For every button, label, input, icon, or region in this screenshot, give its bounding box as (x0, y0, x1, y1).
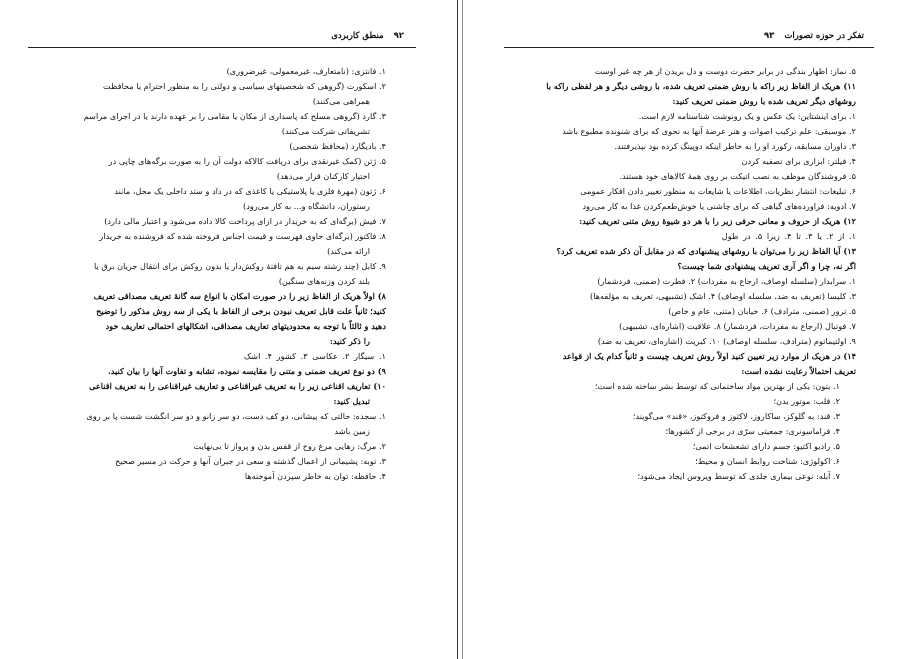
text-line: ۱۱) هریک از الفاظ زیر راکه با روش ضمنی تعریف شده، با روشی دیگر و هر لفظی راکه با (546, 81, 856, 91)
text-line: ۳. قند: به گلوکز، ساکاروز، لاکتوز و فروکتوز، «قند» می‌گویند؛ (632, 411, 840, 421)
text-line: ۱. سجده: حالتی که پیشانی، دو کف دست، دو سر زانو و دو سر انگشت شست پا بر روی (86, 411, 386, 421)
text-line: اگر نه، چرا و اگر آری تعریف پیشنهادی شما چیست؟ (677, 261, 856, 271)
text-line: ۲. اسکورت (گروهی که شخصیتهای سیاسی و دولتی را به منظور احترام یا محافظت (102, 81, 386, 91)
right-page (464, 0, 916, 659)
left-page (0, 0, 456, 659)
text-line: کنید؛ ثانیاً علت قابل تعریف نبودن برخی از الفاظ با یکی از سه روش مذکور را توضیح (96, 306, 386, 316)
text-line: ۴. حافظه: توان به خاطر سپردن آموخته‌ها (244, 471, 386, 481)
text-line: دهید و ثالثاً با توجه به محدودیتهای تعاریف مصداقی، اشکالهای احتمالی تعاریف خود (105, 321, 386, 331)
text-line: ۴. بادیگارد (محافظ شخصی) (289, 141, 386, 151)
text-line: ۷. آبله: نوعی بیماری جلدی که توسط ویروس ایجاد می‌شود؛ (637, 471, 840, 481)
text-line: ۵. نماز: اظهار بندگی در برابر حضرت دوست و دل بریدن از هر چه غیر اوست (594, 66, 856, 76)
text-line: ۱. سیگار ۲. عکاسی ۳. کشور ۴. اشک (243, 351, 386, 361)
header-rule (504, 47, 874, 48)
text-line: ۱۴) در هریک از موارد زیر تعیین کنید اولاً روش تعریف چیست و ثانیاً کدام یک از قواعد (562, 351, 856, 361)
text-line: ۷. ادویه: فراورده‌های گیاهی که برای چاشنی یا خوش‌طعم‌کردن غذا به کار می‌رود (582, 201, 856, 211)
header-rule (28, 47, 416, 48)
text-line: ۱. برای اینشتاین: یک عکس و یک رونوشت شناسنامه لازم است. (638, 111, 856, 121)
text-line: تعریف احتمالاً رعایت نشده است: (741, 366, 856, 376)
running-title: منطق کاربردی (331, 31, 384, 41)
text-line: ۲. موسیقی: علم ترکیب اصوات و هنر عرضهٔ آنها به نحوی که برای شنونده مطبوع باشد (562, 126, 856, 136)
text-line: ۳. گارد (گروهی مسلح که پاسداری از مکان یا مقامی را بر عهده دارند یا در اجرای مراسم (83, 111, 386, 121)
page-number: ۹۲ (393, 31, 404, 41)
text-line: ۵. ترور (ضمنی، مترادف) ۶. خیابان (متنی، عام و خاص) (668, 306, 856, 316)
right-page-header (764, 31, 864, 41)
right-page-text (510, 64, 856, 484)
text-line: ۷. فیش (برگه‌ای که به خریدار در ازای پرداخت کالا داده می‌شود و اعتبار مالی دارد) (104, 216, 386, 226)
running-title: تفکر در حوزه تصورات (784, 31, 864, 41)
text-line: ۳. داوران مسابقه، رکورد او را به خاطر اینکه دوپینگ کرده بود نپذیرفتند. (614, 141, 856, 151)
text-line: ۹. کابل (چند رشته سیم به هم تافتهٔ روکش‌دار یا بدون روکش برای انتقال جریان برق یا (93, 261, 386, 271)
text-line: ۶. ژتون (مهرهٔ فلزی یا پلاستیکی یا کاغذی که در داد و ستد داخلی یک محل، مانند (114, 186, 386, 196)
text-line: رستوران، دانشگاه و... به کار می‌رود) (243, 201, 370, 211)
text-line: را ذکر کنید: (329, 336, 370, 346)
page-number: ۹۳ (763, 31, 775, 41)
text-line: ۳. کلیسا (تعریف به ضد، سلسله اوصاف) ۴. اشک (تشبیهی، تعریف به مؤلفه‌ها) (590, 291, 856, 301)
text-line: همراهی می‌کنند) (312, 96, 370, 106)
text-line: روشهای دیگر تعریف شده با روش ضمنی تعریف کنید: (672, 96, 856, 106)
text-line: ۶. اکولوژی: شناخت روابط انسان و محیط؛ (695, 456, 840, 466)
text-line: ۱. فانتزی: (نامتعارف، غیرمعمولی، غیرضروری) (226, 66, 386, 76)
text-line: ۱. از ۲. یا ۳. تا ۴. زیرا ۵. در طول (721, 231, 856, 241)
text-line: ۱. بتون: یکی از بهترین مواد ساختمانی که توسط بشر ساخته شده است؛ (594, 381, 840, 391)
text-line: ۱. سرابدار (سلسله اوصاف، ارجاع به مفردات) ۲. فطرت (ضمنی، فردشمار) (597, 276, 856, 286)
text-line: ارائه می‌کند) (327, 246, 370, 256)
text-line: ۴. فراماسونری: جمعیتی سرّی در برخی از کشورها؛ (665, 426, 840, 436)
page-gutter (457, 0, 458, 659)
text-line: ۱۳) آیا الفاظ زیر را می‌توان با روشهای پیشنهادی که در مقابل آن ذکر شده تعریف کرد؟ (556, 246, 856, 256)
text-line: زمین باشد (334, 426, 370, 436)
text-line: ۱۰) تعاریف اقناعی زیر را به تعریف غیراقناعی و تعاریف غیراقناعی را به تعریف اقناعی (89, 381, 386, 391)
text-line: اختیار کارکنان قرار می‌دهد) (276, 171, 370, 181)
text-line: ۲. قلب: موتور بدن؛ (773, 396, 840, 406)
text-line: ۹. اولتیماتوم (مترادف، سلسله اوصاف) ۱۰. کبریت (اشاره‌ای، تعریف به ضد) (597, 336, 856, 346)
text-line: ۷. فوتبال (ارجاع به مفردات، فردشمار) ۸. علاقیت (اشاره‌ای، تشبیهی) (619, 321, 856, 331)
text-line: ۱۲) هریک از حروف و معانی حرفی زیر را با هر دو شیوهٔ روش متنی تعریف کنید: (579, 216, 856, 226)
text-line: بلند کردن وزنه‌های سنگین) (278, 276, 370, 286)
text-line: ۴. فیلتر: ابزاری برای تصفیه کردن (741, 156, 856, 166)
text-line: ۵. ژتن (کمک غیرنقدی برای دریافت کالاکه دولت آن را به صورت برگه‌های چاپی در (108, 156, 386, 166)
text-line: ۸. فاکتور (برگه‌ای حاوی فهرست و قیمت اجناس فروخته شده که فروشنده به خریدار (99, 231, 386, 241)
left-page-text (30, 64, 386, 484)
left-page-header (331, 31, 404, 41)
text-line: ۶. تبلیغات: انتشار نظریات، اطلاعات یا شایعات به منظور تغییر دادن افکار عمومی (580, 186, 856, 196)
text-line: ۹) دو نوع تعریف ضمنی و متنی را مقایسه نموده، تشابه و تفاوت آنها را بیان کنید. (107, 366, 386, 376)
text-line: ۵. رادیو اکتیو: جسم دارای تشعشعات اتمی؛ (692, 441, 840, 451)
text-line: ۳. توبه: پشیمانی از اعمال گذشته و سعی در جبران آنها و حرکت در مسیر صحیح (115, 456, 386, 466)
text-line: تبدیل کنید: (333, 396, 370, 406)
text-line: ۲. مرگ: رهایی مرغ روح از قفس بدن و پرواز تا بی‌نهایت (193, 441, 386, 451)
text-line: ۸) اولاً هریک از الفاظ زیر را در صورت امکان با انواع سه گانهٔ تعریف مصداقی تعریف (93, 291, 386, 301)
page-gutter-shadow (462, 0, 463, 659)
text-line: ۵. فروشندگان موظف به نصب اتیکت بر روی همهٔ کالاهای خود هستند. (619, 171, 856, 181)
text-line: تشریفاتی شرکت می‌کنند) (281, 126, 370, 136)
